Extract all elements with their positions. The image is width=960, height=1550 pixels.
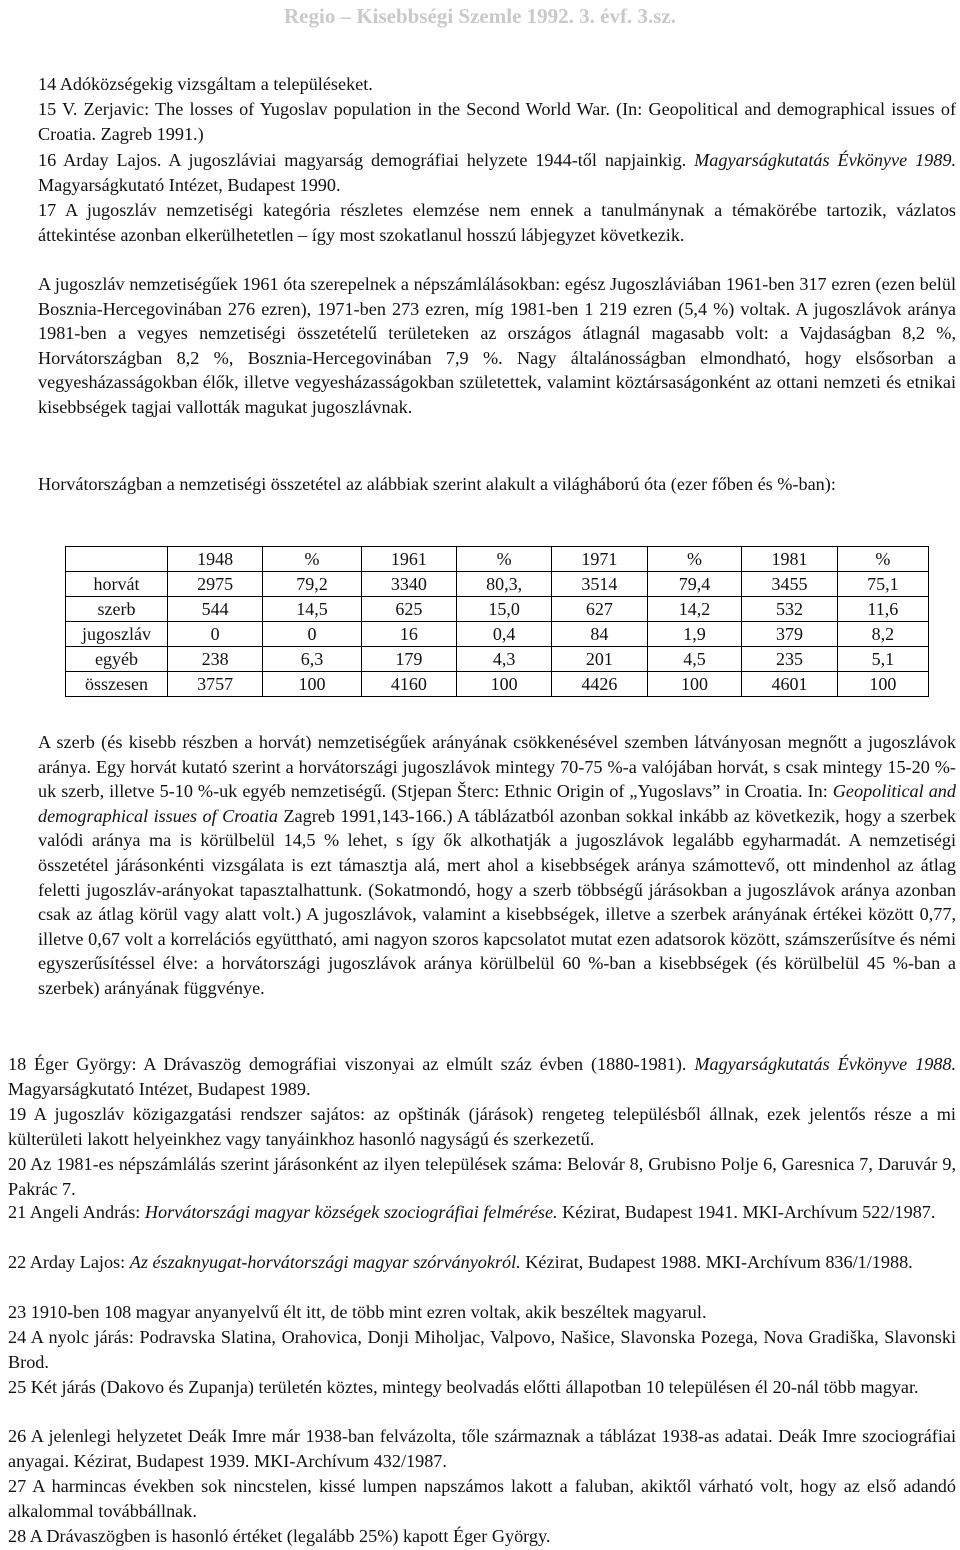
nationality-table xyxy=(65,546,929,697)
table-cell: 544 xyxy=(168,597,263,622)
footnote-27: 27 A harmincas években sok nincstelen, kissé lumpen napszámos lakott a faluban, akiktől várható volt, hogy az első adandó alkalommal továbbállnak. xyxy=(8,1476,956,1521)
footnote-25: 25 Két járás (Dakovo és Zupanja) területén köztes, mintegy beolvadás előtti állapotban 10 településen él 20-nál több magyar. xyxy=(8,1377,919,1397)
table-cell: 100 xyxy=(647,672,742,697)
table-cell: 100 xyxy=(263,672,361,697)
table-cell: 80,3, xyxy=(457,572,552,597)
footnote-16-publisher: Magyarságkutató Intézet, Budapest 1990. xyxy=(38,174,341,195)
table-cell: 1,9 xyxy=(647,622,742,647)
footnote-19: 19 A jugoszláv közigazgatási rendszer sajátos: az opštinák (járások) rengeteg településből állnak, ezek jelentős része a mi külterületi lakott helyeinkhez vagy tanyáinkhoz hasonló nagyságú és szerkezetű. xyxy=(8,1104,956,1149)
table-header-cell: 1961 xyxy=(361,547,456,572)
footnote-22-source: Kézirat, Budapest 1988. MKI-Archívum 836/1/1988. xyxy=(520,1252,913,1272)
table-row xyxy=(66,647,929,672)
table-cell: 3757 xyxy=(168,672,263,697)
table-row-label: szerb xyxy=(66,597,168,622)
table-cell: 0 xyxy=(168,622,263,647)
table-cell: 79,4 xyxy=(647,572,742,597)
analysis-paragraph xyxy=(38,730,956,1001)
footnote-28: 28 A Drávaszögben is hasonló értéket (legalább 25%) kapott Éger György. xyxy=(8,1526,551,1546)
table-header-cell: % xyxy=(263,547,361,572)
table-cell: 2975 xyxy=(168,572,263,597)
footnote-21 xyxy=(8,1200,956,1225)
table-cell: 3514 xyxy=(552,572,647,597)
table-row xyxy=(66,672,929,697)
footnote-23: 23 1910-ben 108 magyar anyanyelvű élt itt, de több mint ezren voltak, akik beszéltek magyarul. xyxy=(8,1302,707,1322)
table-cell: 627 xyxy=(552,597,647,622)
table-cell: 4,3 xyxy=(457,647,552,672)
table-cell: 14,2 xyxy=(647,597,742,622)
footnote-16-journal: Magyarságkutatás Évkönyve 1989. xyxy=(694,150,956,170)
table-row-label: egyéb xyxy=(66,647,168,672)
table-cell: 235 xyxy=(742,647,837,672)
table-cell: 84 xyxy=(552,622,647,647)
footnote-26: 26 A jelenlegi helyzetet Deák Imre már 1938-ban felvázolta, tőle származnak a táblázat 1938-as adatai. Deák Imre szociográfiai anyagai. Kézirat, Budapest 1939. MKI-Archívum 432/1987. xyxy=(8,1426,956,1471)
table-row-label: jugoszláv xyxy=(66,622,168,647)
footnote-17: 17 A jugoszláv nemzetiségi kategória részletes elemzése nem ennek a tanulmánynak a témakörébe tartozik, vázlatos áttekintése azonban elkerülhetetlen – így most szokatlanul hosszú lábjegyzet következik. xyxy=(38,200,956,245)
footnote-18-journal: Magyarságkutatás Évkönyve 1988. xyxy=(694,1054,957,1074)
table-cell: 4426 xyxy=(552,672,647,697)
table-intro: Horvátországban a nemzetiségi összetétel az alábbiak szerint alakult a világháború óta (ezer főben és %-ban): xyxy=(38,474,836,494)
table-cell: 8,2 xyxy=(837,622,928,647)
footnote-20: 20 Az 1981-es népszámlálás szerint járásonként az ilyen települések száma: Belovár 8, Grubisno Polje 6, Garesnica 7, Daruvár 9, Pakrác 7. xyxy=(8,1154,956,1199)
table-cell: 532 xyxy=(742,597,837,622)
footnote-18-text: 18 Éger György: A Drávaszög demográfiai viszonyai az elmúlt száz évben (1880-1981). xyxy=(8,1054,687,1074)
footnote-16-text: 16 Arday Lajos. A jugoszláviai magyarság demográfiai helyzete 1944-től napjainkig. xyxy=(38,150,687,170)
table-cell: 0 xyxy=(263,622,361,647)
table-header-cell: % xyxy=(457,547,552,572)
table-cell: 16 xyxy=(361,622,456,647)
table-cell: 15,0 xyxy=(457,597,552,622)
footnote-18 xyxy=(8,1052,956,1101)
table-header-cell: % xyxy=(837,547,928,572)
table-cell: 75,1 xyxy=(837,572,928,597)
table-cell: 6,3 xyxy=(263,647,361,672)
table-cell: 179 xyxy=(361,647,456,672)
table-cell: 11,6 xyxy=(837,597,928,622)
table-row-label: összesen xyxy=(66,672,168,697)
table-cell: 201 xyxy=(552,647,647,672)
footnote-15 xyxy=(38,97,956,146)
table-cell: 4,5 xyxy=(647,647,742,672)
table-header-cell xyxy=(66,547,168,572)
footnote-21-source: Kézirat, Budapest 1941. MKI-Archívum 522/1987. xyxy=(557,1202,936,1222)
table-cell: 238 xyxy=(168,647,263,672)
footnote-14: 14 Adóközségekig vizsgáltam a településeket. xyxy=(38,74,373,94)
footnote-16 xyxy=(38,148,956,197)
table-row xyxy=(66,572,929,597)
table-cell: 100 xyxy=(457,672,552,697)
table-cell: 3340 xyxy=(361,572,456,597)
table-cell: 379 xyxy=(742,622,837,647)
table-cell: 79,2 xyxy=(263,572,361,597)
table-row-label: horvát xyxy=(66,572,168,597)
table-cell: 4601 xyxy=(742,672,837,697)
footnote-22-author: 22 Arday Lajos: xyxy=(8,1252,130,1272)
table-cell: 100 xyxy=(837,672,928,697)
analysis-journal: Geopolitical and demographical issues of Croatia xyxy=(38,781,956,826)
table-header-cell: % xyxy=(647,547,742,572)
table-cell: 0,4 xyxy=(457,622,552,647)
footnote-15-text: 15 V. Zerjavic: The losses of Yugoslav population in the Second World War. (In: Geopolitical and demographical issues of Croatia. Zagreb 1991.) xyxy=(38,99,956,144)
footnote-21-title: Horvátországi magyar községek szociográfiai felmérése. xyxy=(144,1202,558,1222)
running-header: Regio – Kisebbségi Szemle 1992. 3. évf. 3.sz. xyxy=(284,4,676,28)
table-header-cell: 1971 xyxy=(552,547,647,572)
footnote-22 xyxy=(8,1250,956,1275)
footnote-22-title: Az északnyugat-horvátországi magyar szórványokról. xyxy=(129,1252,521,1272)
table-header-row xyxy=(66,547,929,572)
table-cell: 4160 xyxy=(361,672,456,697)
table-cell: 5,1 xyxy=(837,647,928,672)
footnote-21-author: 21 Angeli András: xyxy=(8,1202,145,1222)
footnote-17-paragraph-2: A jugoszláv nemzetiségűek 1961 óta szerepelnek a népszámlálásokban: egész Jugoszláviában 1961-ben 317 ezren (ezen belül Bosznia-Hercegovinában 276 ezren), 1971-ben 273 ezren, míg 1981-ben 1 219 ezren (5,4 %) voltak. A jugoszlávok aránya 1981-ben a vegyes nemzetiségi összetételű területeken az országos átlagnál magasabb volt: a Vajdaságban 8,2 %, Horvátországban 8,2 %, Bosznia-Hercegovinában 7,9 %. Nagy általánosságban elmondható, hogy elsősorban a vegyesházasságokban élők, illetve vegyesházasságokban születettek, valamint köztársaságonként az ottani nemzeti és etnikai kisebbségek tagjai vallották magukat jugoszlávnak. xyxy=(38,274,956,417)
analysis-text-b: Zagreb 1991,143-166.) A táblázatból azonban sokkal inkább az következik, hogy a szerbek valódi aránya ma is körülbelül 14,5 % lehet, s így ők alkothatják a jugoszlávok legalább egyharmadát. A nemzetiségi összetétel járásonkénti vizsgálata is ezt támasztja alá, mert ahol a kisebbségek aránya számottevő, ott mindenhol az átlag feletti jugoszláv-arányokat tapasztalhattunk. (Sokatmondó, hogy a szerb többségű járásokban a jugoszlávok aránya azonban csak az átlag körül vagy alatt volt.) A jugoszlávok, valamint a kisebbségek, illetve a szerbek arányának értékei között 0,77, illetve 0,67 volt a korrelációs együttható, ami nagyon szoros kapcsolatot mutat ezen adatsorok között, számszerűsítve és némi egyszerűsítéssel élve: a horvátországi jugoszlávok aránya körülbelül 60 %-ban a kisebbségek (és körülbelül 45 %-ban a szerbek) arányának függvénye. xyxy=(38,805,957,998)
table-row xyxy=(66,597,929,622)
table-cell: 3455 xyxy=(742,572,837,597)
table-row xyxy=(66,622,929,647)
table-cell: 14,5 xyxy=(263,597,361,622)
table-cell: 625 xyxy=(361,597,456,622)
table-header-cell: 1948 xyxy=(168,547,263,572)
table-header-cell: 1981 xyxy=(742,547,837,572)
analysis-text-a: A szerb (és kisebb részben a horvát) nemzetiségűek arányának csökkenésével szemben látványosan megnőtt a jugoszlávok aránya. Egy horvát kutató szerint a horvátországi jugoszlávok mintegy 70-75 %-a valójában horvát, s csak mintegy 15-20 %-uk szerb, illetve 5-10 %-uk egyéb nemzetiségű. (Stjepan Šterc: Ethnic Origin of „Yugoslavs” in Croatia. In: xyxy=(38,732,956,802)
footnote-18-publisher: Magyarságkutató Intézet, Budapest 1989. xyxy=(8,1078,311,1099)
footnote-24: 24 A nyolc járás: Podravska Slatina, Orahovica, Donji Miholjac, Valpovo, Našice, Slavonska Pozega, Nova Gradiška, Slavonski Brod. xyxy=(8,1327,956,1372)
